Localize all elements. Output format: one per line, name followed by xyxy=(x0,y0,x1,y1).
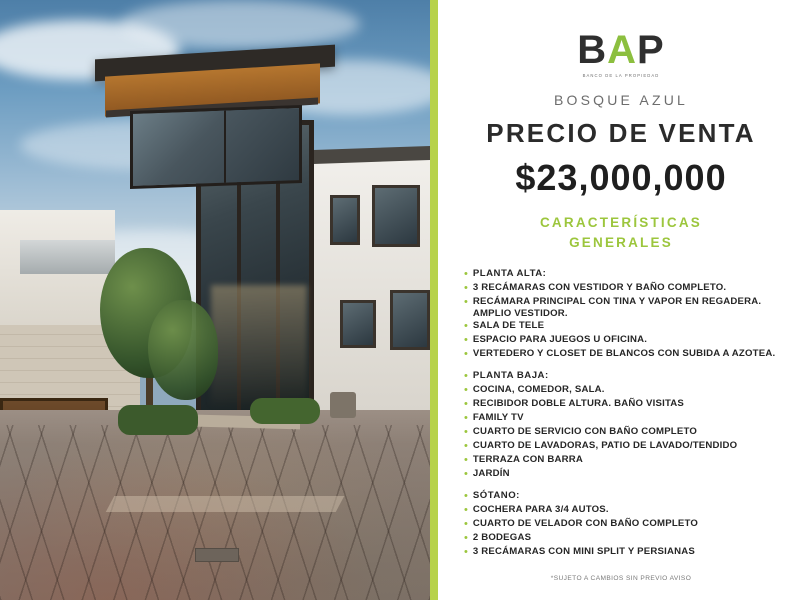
feature-item xyxy=(464,518,778,531)
feature-item-label: CUARTO DE LAVADORAS, PATIO DE LAVADO/TENDIDO xyxy=(472,440,738,452)
window xyxy=(372,185,420,247)
price-value: $23,000,000 xyxy=(515,157,727,198)
feature-item-label: TERRAZA CON BARRA xyxy=(472,454,584,466)
bullet-icon: • xyxy=(464,334,468,347)
feature-item-label: SÓTANO: xyxy=(472,490,520,502)
features-heading-line2: GENERALES xyxy=(569,234,673,250)
bullet-icon: • xyxy=(464,348,468,361)
feature-item xyxy=(464,490,778,503)
green-divider xyxy=(430,0,438,600)
bullet-icon: • xyxy=(464,296,468,309)
feature-item xyxy=(464,282,778,295)
bullet-icon: • xyxy=(464,532,468,545)
feature-item xyxy=(464,384,778,397)
feature-item-label: PLANTA BAJA: xyxy=(472,370,549,382)
disclaimer: *SUJETO A CAMBIOS SIN PREVIO AVISO xyxy=(550,575,692,582)
feature-item-label: SALA DE TELE xyxy=(472,320,545,332)
feature-item xyxy=(464,370,778,383)
feature-item xyxy=(464,426,778,439)
hedge xyxy=(250,398,320,424)
feature-item-label: 3 RECÁMARAS CON VESTIDOR Y BAÑO COMPLETO. xyxy=(472,282,727,294)
feature-item-label: PLANTA ALTA: xyxy=(472,268,547,280)
bullet-icon: • xyxy=(464,282,468,295)
features-heading-line1: CARACTERÍSTICAS xyxy=(539,215,702,230)
window xyxy=(340,300,376,348)
feature-item-label: VERTEDERO Y CLOSET DE BLANCOS CON SUBIDA A AZOTEA. xyxy=(472,348,776,360)
development-name: BOSQUE AZUL xyxy=(553,92,688,108)
bullet-icon: • xyxy=(464,384,468,397)
walkway-band xyxy=(106,496,345,512)
feature-item xyxy=(464,334,778,347)
bullet-icon: • xyxy=(464,440,468,453)
feature-item-label: FAMILY TV xyxy=(472,412,524,424)
page-title: PRECIO DE VENTA xyxy=(486,118,756,148)
bullet-icon: • xyxy=(464,268,468,281)
bullet-icon: • xyxy=(464,546,468,559)
feature-item-label: 2 BODEGAS xyxy=(472,532,532,544)
bullet-icon: • xyxy=(464,518,468,531)
logo xyxy=(464,30,778,78)
feature-item xyxy=(464,320,778,333)
interior-glow xyxy=(211,285,307,405)
logo-mark xyxy=(577,30,664,70)
hedge xyxy=(118,405,198,435)
bullet-icon: • xyxy=(464,370,468,383)
upper-glass-box xyxy=(130,105,302,189)
planter-pot xyxy=(330,392,356,418)
feature-item xyxy=(464,440,778,453)
bullet-icon: • xyxy=(464,490,468,503)
bullet-icon: • xyxy=(464,504,468,517)
feature-item-label: JARDÍN xyxy=(472,468,510,480)
feature-item xyxy=(464,398,778,411)
window xyxy=(390,290,430,350)
feature-item xyxy=(464,348,778,361)
feature-group xyxy=(464,490,778,559)
feature-item xyxy=(464,468,778,481)
bullet-icon: • xyxy=(464,320,468,333)
features-list xyxy=(464,268,778,575)
logo-letter-b: B xyxy=(577,28,608,72)
feature-group xyxy=(464,268,778,361)
balcony-railing xyxy=(20,240,115,274)
feature-item-label: RECÁMARA PRINCIPAL CON TINA Y VAPOR EN REGADERA. AMPLIO VESTIDOR. xyxy=(472,296,762,319)
feature-item-label: CUARTO DE VELADOR CON BAÑO COMPLETO xyxy=(472,518,699,530)
feature-item xyxy=(464,546,778,559)
tree xyxy=(148,300,218,400)
feature-item-label: ESPACIO PARA JUEGOS U OFICINA. xyxy=(472,334,648,346)
drain-grate xyxy=(195,548,239,562)
feature-group xyxy=(464,370,778,481)
info-panel xyxy=(438,0,800,600)
feature-item-label: COCHERA PARA 3/4 AUTOS. xyxy=(472,504,609,516)
logo-letter-p: P xyxy=(637,28,665,72)
logo-tagline: BANCO DE LA PROPIEDAD xyxy=(582,73,660,78)
feature-item xyxy=(464,412,778,425)
feature-item-label: CUARTO DE SERVICIO CON BAÑO COMPLETO xyxy=(472,426,698,438)
window xyxy=(330,195,360,245)
bullet-icon: • xyxy=(464,426,468,439)
feature-item xyxy=(464,296,778,319)
bullet-icon: • xyxy=(464,398,468,411)
feature-item xyxy=(464,504,778,517)
bullet-icon: • xyxy=(464,454,468,467)
feature-item xyxy=(464,268,778,281)
feature-item-label: RECIBIDOR DOBLE ALTURA. BAÑO VISITAS xyxy=(472,398,685,410)
cloud xyxy=(120,0,360,48)
features-heading xyxy=(464,213,778,252)
paving-pattern xyxy=(0,425,430,600)
feature-item-label: COCINA, COMEDOR, SALA. xyxy=(472,384,605,396)
feature-item xyxy=(464,454,778,467)
feature-item-label: 3 RECÁMARAS CON MINI SPLIT Y PERSIANAS xyxy=(472,546,695,558)
bullet-icon: • xyxy=(464,412,468,425)
feature-item xyxy=(464,532,778,545)
logo-letter-a: A xyxy=(607,28,638,72)
bullet-icon: • xyxy=(464,468,468,481)
